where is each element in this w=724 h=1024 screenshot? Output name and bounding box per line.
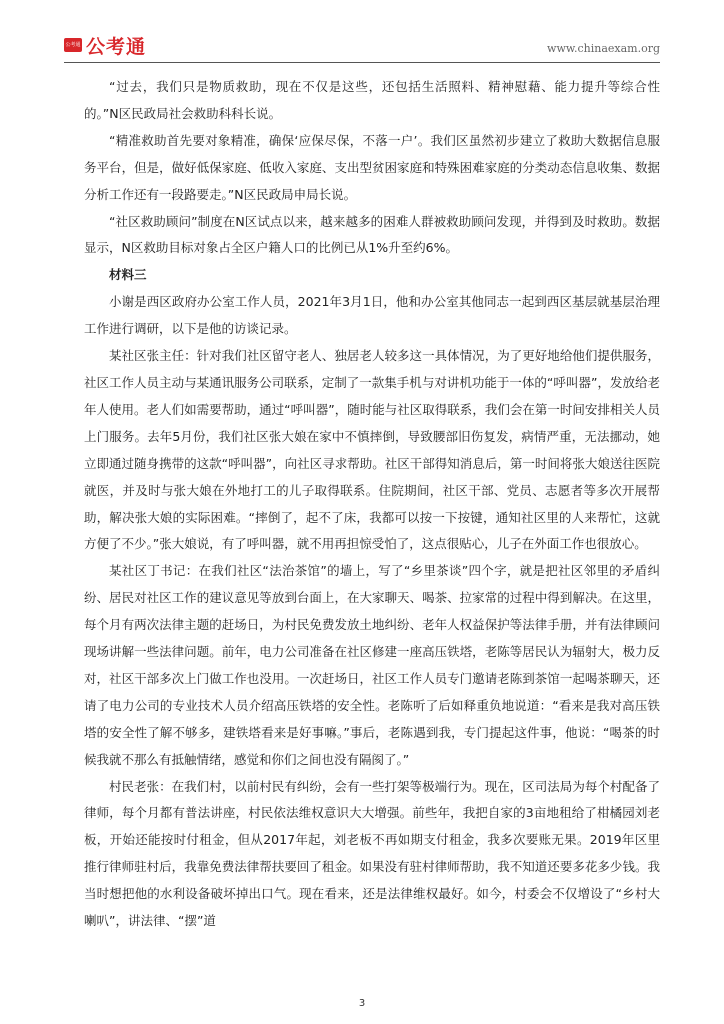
paragraph-4: 小谢是西区政府办公室工作人员，2021年3月1日，他和办公室其他同志一起到西区基层就基层治理工作进行调研，以下是他的访谈记录。 bbox=[84, 294, 660, 337]
paragraph-1: “过去，我们只是物质救助，现在不仅是这些，还包括生活照料、精神慰藉、能力提升等综合性的。”N区民政局社会救助科科长说。 bbox=[84, 79, 660, 121]
paragraph-2: “精准救助首先要对象精准，确保‘应保尽保，不落一户’。我们区虽然初步建立了救助大数据信息服务平台，但是，做好低保家庭、低收入家庭、支出型贫困家庭和特殊困难家庭的分类动态信息收集、数据分析工作还有一段路要走。”N区民政局申局长说。 bbox=[84, 132, 660, 202]
page-number: 3 bbox=[358, 998, 366, 1009]
paragraph-3: “社区救助顾问”制度在N区试点以来，越来越多的困难人群被救助顾问发现，并得到及时救助。数据显示，N区救助目标对象占全区户籍人口的比例已从1%升至约6%。 bbox=[84, 213, 660, 256]
site-url-link[interactable]: www.chinaexam.org bbox=[547, 42, 660, 55]
header-divider bbox=[64, 62, 660, 63]
paragraph-7: 村民老张：在我们村，以前村民有纠纷，会有一些打架等极端行为。现在，区司法局为每个村配备了律师，每个月都有普法讲座，村民依法维权意识大大增强。前些年，我把自家的3亩地租给了柑橘园刘老板，开始还能按时付租金，但从2017年起，刘老板不再如期支付租金，我多次要账无果。2019年区里推行律师驻村后，我靠免费法律帮扶要回了租金。如果没有驻村律师帮助，我不知道还要多花多少钱。我当时想把他的水利设备破坏掉出口气。现在看来，还是法律维权最好。如今，村委会不仅增设了“乡村大喇叭”，讲法律、“摆”道 bbox=[84, 778, 660, 929]
brand-logo-badge: 公考通 bbox=[64, 38, 82, 52]
page-header bbox=[0, 0, 724, 70]
paragraph-5: 某社区张主任：针对我们社区留守老人、独居老人较多这一具体情况，为了更好地给他们提供服务，社区工作人员主动与某通讯服务公司联系，定制了一款集手机与对讲机功能于一体的“呼叫器”，发放给老年人使用。老人们如需要帮助，通过“呼叫器”，随时能与社区取得联系，我们会在第一时间安排相关人员上门服务。去年5月份，我们社区张大娘在家中不慎摔倒，导致腰部旧伤复发，病情严重，无法挪动，她立即通过随身携带的这款“呼叫器”，向社区寻求帮助。社区干部得知消息后，第一时间将张大娘送往医院就医，并及时与张大娘在外地打工的儿子取得联系。住院期间，社区干部、党员、志愿者等多次开展帮助，解决张大娘的实际困难。“摔倒了，起不了床，我都可以按一下按键，通知社区里的人来帮忙，这就方便了不少。”张大娘说，有了呼叫器，就不用再担惊受怕了，这点很贴心，儿子在外面工作也很放心。 bbox=[84, 348, 660, 552]
paragraph-6: 某社区丁书记：在我们社区“法治茶馆”的墙上，写了“乡里茶谈”四个字，就是把社区邻里的矛盾纠纷、居民对社区工作的建议意见等放到台面上，在大家聊天、喝茶、拉家常的过程中得到解决。在这里，每个月有两次法律主题的赶场日，为村民免费发放土地纠纷、老年人权益保护等法律手册，并有法律顾问现场讲解一些法律问题。前年，电力公司准备在社区修建一座高压铁塔，老陈等居民认为辐射大，极力反对，社区干部多次上门做工作也没用。一次赶场日，社区工作人员专门邀请老陈到茶馆一起喝茶聊天，还请了电力公司的专业技术人员介绍高压铁塔的安全性。老陈听了后如释重负地说道：“看来是我对高压铁塔的安全性了解不够多，建铁塔看来是好事嘛。”事后，老陈遇到我，专门提起这件事，他说：“喝茶的时候我就不那么有抵触情绪，感觉和你们之间也没有隔阂了。” bbox=[84, 563, 660, 767]
brand-logo-text: 公考通 bbox=[86, 36, 147, 58]
section-heading: 材料三 bbox=[109, 267, 147, 283]
document-body bbox=[84, 74, 660, 935]
